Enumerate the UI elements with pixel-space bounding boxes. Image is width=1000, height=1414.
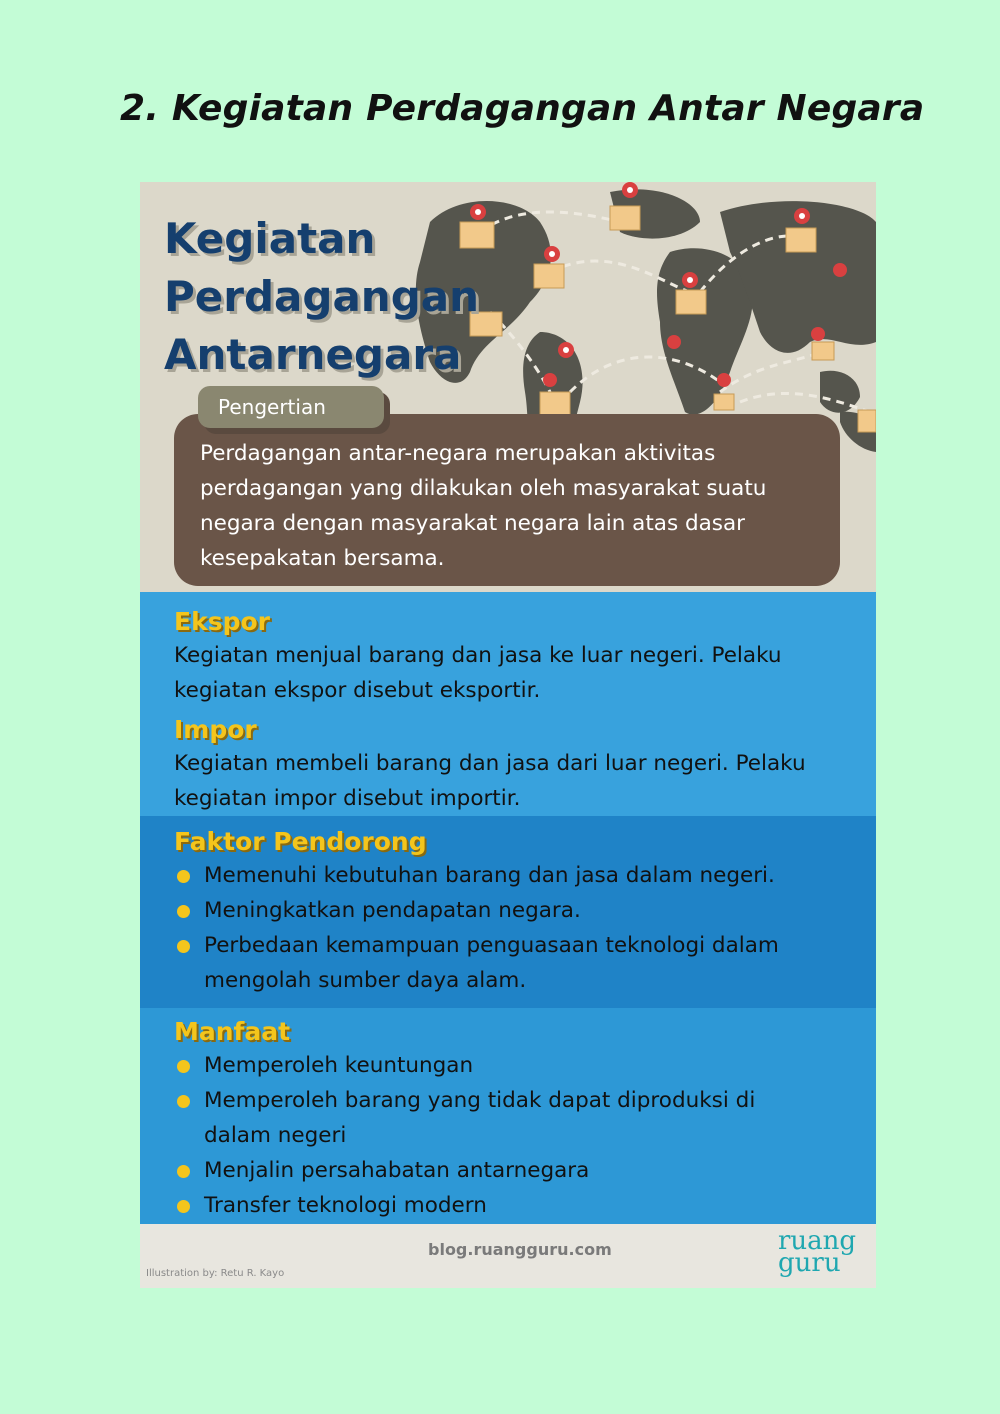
- list-item: [174, 928, 856, 998]
- bullet-icon: [177, 870, 190, 883]
- faktor-list: [174, 858, 856, 998]
- hero-title: [164, 210, 479, 384]
- list-item-text: dalam negeri: [204, 1123, 347, 1148]
- bullet-icon: [177, 1095, 190, 1108]
- list-item: [174, 1048, 856, 1083]
- ekspor-title: Ekspor: [174, 607, 270, 636]
- list-item-text: Memperoleh barang yang tidak dapat diproduksi di: [204, 1088, 756, 1113]
- bullet-icon: [177, 1200, 190, 1213]
- impor-line: kegiatan impor disebut importir.: [174, 786, 521, 811]
- list-item-text: Menjalin persahabatan antarnegara: [204, 1158, 590, 1183]
- list-item-text: Transfer teknologi modern: [204, 1193, 487, 1218]
- hero-title-line: Kegiatan: [164, 214, 376, 263]
- manfaat-section: [140, 1008, 876, 1224]
- hero-section: [140, 182, 876, 592]
- ekspor-line: Kegiatan menjual barang dan jasa ke luar negeri. Pelaku: [174, 643, 782, 668]
- pengertian-label: Pengertian: [198, 386, 384, 428]
- ekspor-line: kegiatan ekspor disebut eksportir.: [174, 678, 541, 703]
- list-item-text: Memenuhi kebutuhan barang dan jasa dalam negeri.: [204, 863, 775, 888]
- bullet-icon: [177, 905, 190, 918]
- list-item-text: Memperoleh keuntungan: [204, 1053, 474, 1078]
- definition-line: kesepakatan bersama.: [200, 546, 445, 571]
- list-item: [174, 893, 856, 928]
- logo-line: ruang: [778, 1226, 857, 1256]
- list-item-text: Perbedaan kemampuan penguasaan teknologi dalam: [204, 933, 779, 958]
- definition-line: perdagangan yang dilakukan oleh masyarakat suatu: [200, 476, 767, 501]
- footer: [140, 1224, 876, 1288]
- definition-box: [174, 414, 840, 586]
- definition-line: Perdagangan antar-negara merupakan aktivitas: [200, 441, 716, 466]
- faktor-pendorong-section: [140, 816, 876, 1008]
- ruangguru-logo: [778, 1226, 857, 1278]
- ekspor-impor-section: [140, 592, 876, 816]
- illustration-credit: Illustration by: Retu R. Kayo: [146, 1268, 285, 1279]
- list-item: [174, 858, 856, 893]
- manfaat-title: Manfaat: [174, 1017, 291, 1046]
- list-item: [174, 1188, 856, 1223]
- list-item-text: mengolah sumber daya alam.: [204, 968, 527, 993]
- manfaat-list: [174, 1048, 856, 1223]
- infographic-card: [140, 182, 876, 1288]
- impor-text: [174, 746, 856, 816]
- bullet-icon: [177, 940, 190, 953]
- faktor-title: Faktor Pendorong: [174, 827, 427, 856]
- logo-line: guru: [778, 1248, 841, 1278]
- page-heading: 2. Kegiatan Perdagangan Antar Negara: [120, 88, 925, 129]
- ekspor-text: [174, 638, 856, 708]
- bullet-icon: [177, 1060, 190, 1073]
- blog-link[interactable]: blog.ruangguru.com: [428, 1240, 612, 1259]
- list-item-text: Meningkatkan pendapatan negara.: [204, 898, 581, 923]
- hero-title-line: Antarnegara: [164, 330, 462, 379]
- list-item: [174, 1083, 856, 1153]
- bullet-icon: [177, 1165, 190, 1178]
- impor-title: Impor: [174, 715, 257, 744]
- definition-line: negara dengan masyarakat negara lain atas dasar: [200, 511, 746, 536]
- hero-title-line: Perdagangan: [164, 272, 479, 321]
- impor-line: Kegiatan membeli barang dan jasa dari luar negeri. Pelaku: [174, 751, 806, 776]
- list-item: [174, 1153, 856, 1188]
